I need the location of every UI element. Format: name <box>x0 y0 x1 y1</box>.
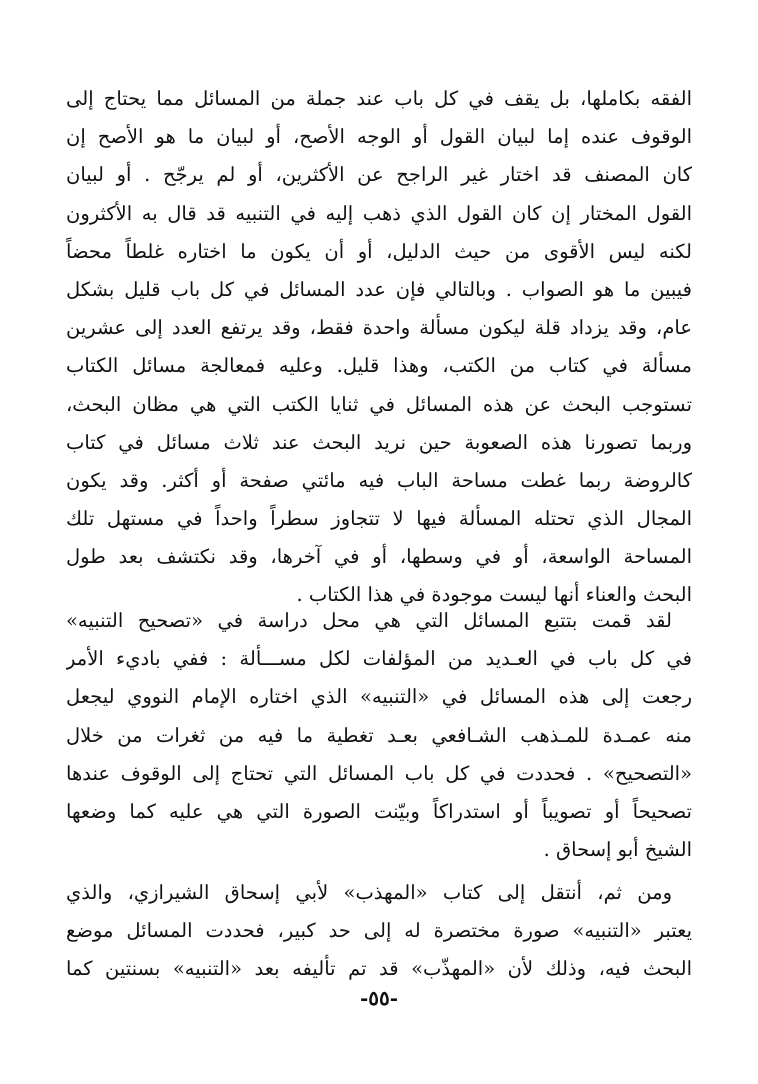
text-line: في كل باب في العـديد من المؤلفات لكل مســـألة : ففي باديء الأمر <box>66 647 692 671</box>
text-line: الفقه بكاملها، بل يقف في كل باب عند جملة من المسائل مما يحتاج إلى <box>66 87 692 110</box>
text-line: المساحة الواسعة، أو في وسطها، أو في آخرها، وقد نكتشف بعد طول <box>66 545 692 569</box>
text-line: «التصحيح» . فحددت في كل باب المسائل التي تحتاج إلى الوقوف عندها <box>66 761 692 785</box>
text-line: وربما تصورنا هذه الصعوبة حين نريد البحث عند ثلاث مسائل في كتاب <box>66 430 692 454</box>
text-line: لكنه ليس الأقوى من حيث الدليل، أو أن يكون ما اختاره غلطاً محضاً <box>66 239 692 263</box>
text-line: ومن ثم، أنتقل إلى كتاب «المهذب» لأبي إسحاق الشيرازي، والذي <box>66 881 672 904</box>
page-number: -٥٥- <box>359 986 399 1010</box>
text-line: يعتبر «التنبيه» صورة مختصرة له إلى حد كبير، فحددت المسائل موضع <box>66 919 692 943</box>
text-line: القول المختار إن كان القول الذي ذهب إليه في التنبيه قد قال به الأكثرون <box>66 201 692 225</box>
text-line: تستوجب البحث عن هذه المسائل في ثنايا الكتب التي هي مظان البحث، <box>66 392 692 416</box>
text-line: البحث فيه، وذلك لأن «المهذّب» قد تم تأليفه بعد «التنبيه» بسنتين كما <box>66 957 692 981</box>
text-line: البحث والعناء أنها ليست موجودة في هذا الكتاب . <box>296 583 692 607</box>
text-line: منه عمـدة للمـذهب الشـافعي بعـد تغطية ما فيه من ثغرات من خلال <box>66 723 692 747</box>
text-line: كان المصنف قد اختار غير الراجح عن الأكثرين، أو لم يرجّح . أو لبيان <box>66 163 692 187</box>
text-line: كالروضة ربما غطت مساحة الباب فيه مائتي صفحة أو أكثر. وقد يكون <box>66 468 692 492</box>
paragraph-1 <box>66 80 692 615</box>
text-line: مسألة في كتاب من الكتب، وهذا قليل. وعليه فمعالجة مسائل الكتاب <box>66 354 692 378</box>
text-line: فيبين ما هو الصواب . وبالتالي فإن عدد المسائل في كل باب قليل بشكل <box>66 277 692 301</box>
text-line: المجال الذي تحتله المسألة فيها لا تتجاوز سطراً واحداً في مستهل تلك <box>66 507 692 531</box>
text-line: رجعت إلى هذه المسائل في «التنبيه» الذي اختاره الإمام النووي ليجعل <box>66 685 692 709</box>
text-line: الوقوف عنده إما لبيان القول أو الوجه الأصح، أو لبيان ما هو الأصح إن <box>66 125 692 149</box>
text-line: لقد قمت بتتبع المسائل التي هي محل دراسة في «تصحيح التنبيه» <box>66 609 672 632</box>
text-line: تصحيحاً أو تصويباً أو استدراكاً وبيّنت الصورة التي هي عليه كما وضعها <box>66 799 692 823</box>
paragraph-3 <box>66 874 692 989</box>
paragraph-2 <box>66 602 692 869</box>
text-line: الشيخ أبو إسحاق . <box>543 838 692 862</box>
text-line: عام، وقد يزداد قلة ليكون مسألة واحدة فقط، وقد يرتفع العدد إلى عشرين <box>66 316 692 340</box>
